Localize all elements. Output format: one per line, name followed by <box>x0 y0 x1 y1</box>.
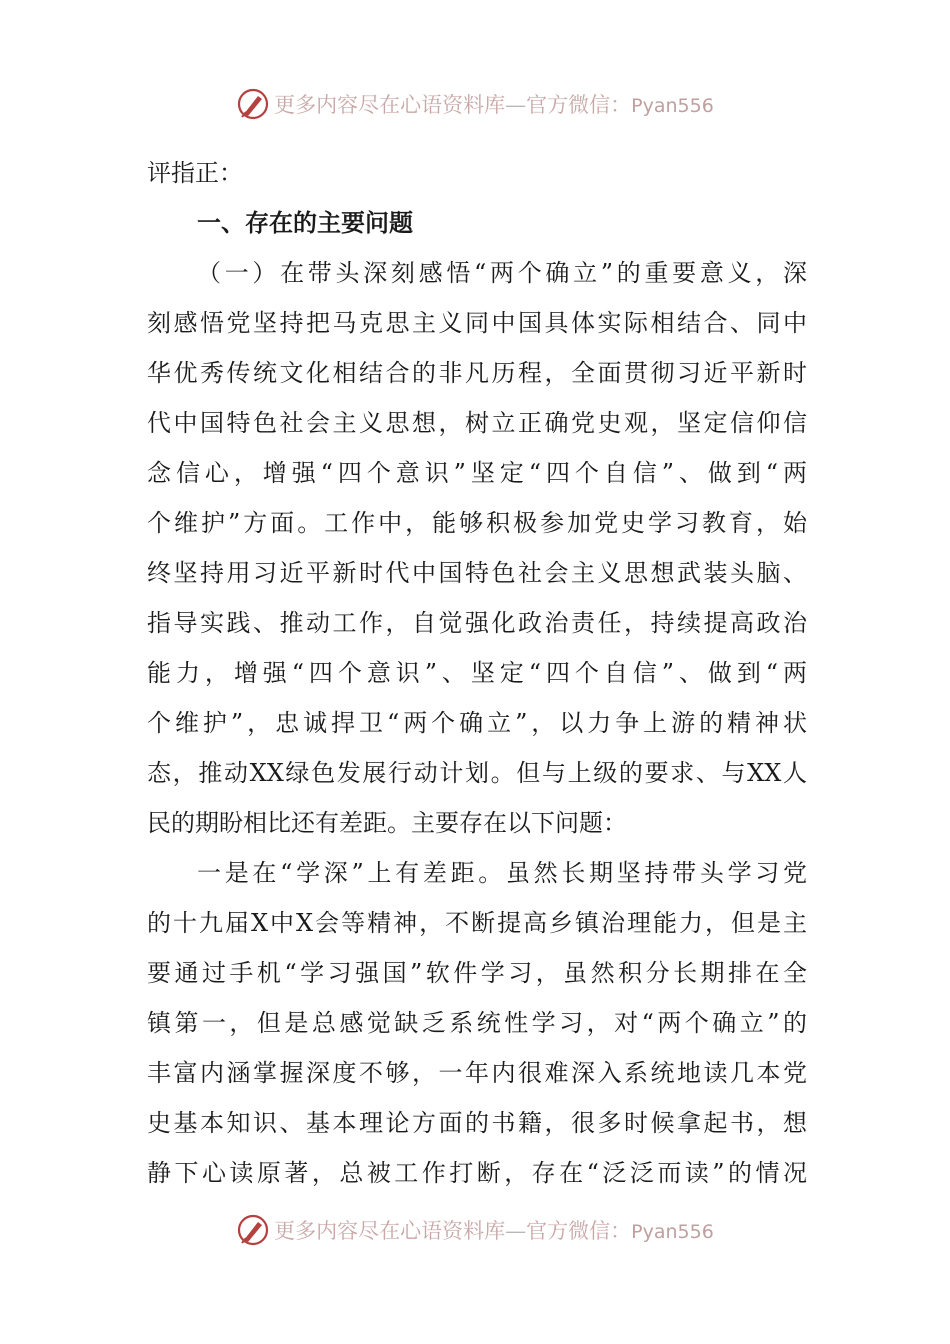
paragraph-line: 评指正： <box>147 159 243 187</box>
paragraph-line: 华优秀传统文化相结合的非凡历程，全面贯彻习近平新时 <box>147 359 807 387</box>
paragraph-line: 史基本知识、基本理论方面的书籍，很多时候拿起书，想 <box>147 1109 807 1137</box>
watermark-footer <box>0 1212 950 1248</box>
watermark-contact-label: 官方微信： <box>526 1219 632 1243</box>
paragraph-line: 民的期盼相比还有差距。主要存在以下问题： <box>147 809 627 837</box>
watermark-dash: — <box>505 1219 527 1243</box>
watermark-header <box>0 86 950 122</box>
watermark-wechat-id: Pyan556 <box>631 95 714 117</box>
document-body <box>147 148 807 1198</box>
quill-pen-icon <box>236 1213 270 1247</box>
paragraph-line: 代中国特色社会主义思想，树立正确党史观，坚定信仰信 <box>147 409 807 437</box>
paragraph-line: 指导实践、推动工作，自觉强化政治责任，持续提高政治 <box>147 609 807 637</box>
quill-pen-icon <box>236 87 270 121</box>
paragraph-line: 念信心，增强“四个意识”坚定“四个自信”、做到“两 <box>147 459 807 487</box>
paragraph-line: 要通过手机“学习强国”软件学习，虽然积分长期排在全 <box>147 959 807 987</box>
paragraph-line: 镇第一，但是总感觉缺乏系统性学习，对“两个确立”的 <box>147 1009 807 1037</box>
paragraph-line: （一）在带头深刻感悟“两个确立”的重要意义，深 <box>197 259 807 287</box>
paragraph-line: 的十九届X中X会等精神，不断提高乡镇治理能力，但是主 <box>147 909 807 937</box>
paragraph-line: 终坚持用习近平新时代中国特色社会主义思想武装头脑、 <box>147 559 807 587</box>
paragraph-line: 丰富内涵掌握深度不够，一年内很难深入系统地读几本党 <box>147 1059 807 1087</box>
paragraph-line: 一是在“学深”上有差距。虽然长期坚持带头学习党 <box>197 859 807 887</box>
watermark-text <box>274 89 714 119</box>
paragraph-line: 静下心读原著，总被工作打断，存在“泛泛而读”的情况 <box>147 1159 807 1187</box>
watermark-text <box>274 1215 714 1245</box>
watermark-dash: — <box>505 93 527 117</box>
paragraph-line: 态，推动XX绿色发展行动计划。但与上级的要求、与XX人 <box>147 759 807 787</box>
section-heading: 一、存在的主要问题 <box>197 209 413 237</box>
watermark-wechat-id: Pyan556 <box>631 1221 714 1243</box>
paragraph-line: 刻感悟党坚持把马克思主义同中国具体实际相结合、同中 <box>147 309 807 337</box>
watermark-site-name: 更多内容尽在心语资料库 <box>274 93 506 117</box>
paragraph-line: 个维护”方面。工作中，能够积极参加党史学习教育，始 <box>147 509 807 537</box>
paragraph-line: 能力，增强“四个意识”、坚定“四个自信”、做到“两 <box>147 659 807 687</box>
paragraph-line: 个维护”，忠诚捍卫“两个确立”，以力争上游的精神状 <box>147 709 807 737</box>
watermark-contact-label: 官方微信： <box>526 93 632 117</box>
watermark-site-name: 更多内容尽在心语资料库 <box>274 1219 506 1243</box>
